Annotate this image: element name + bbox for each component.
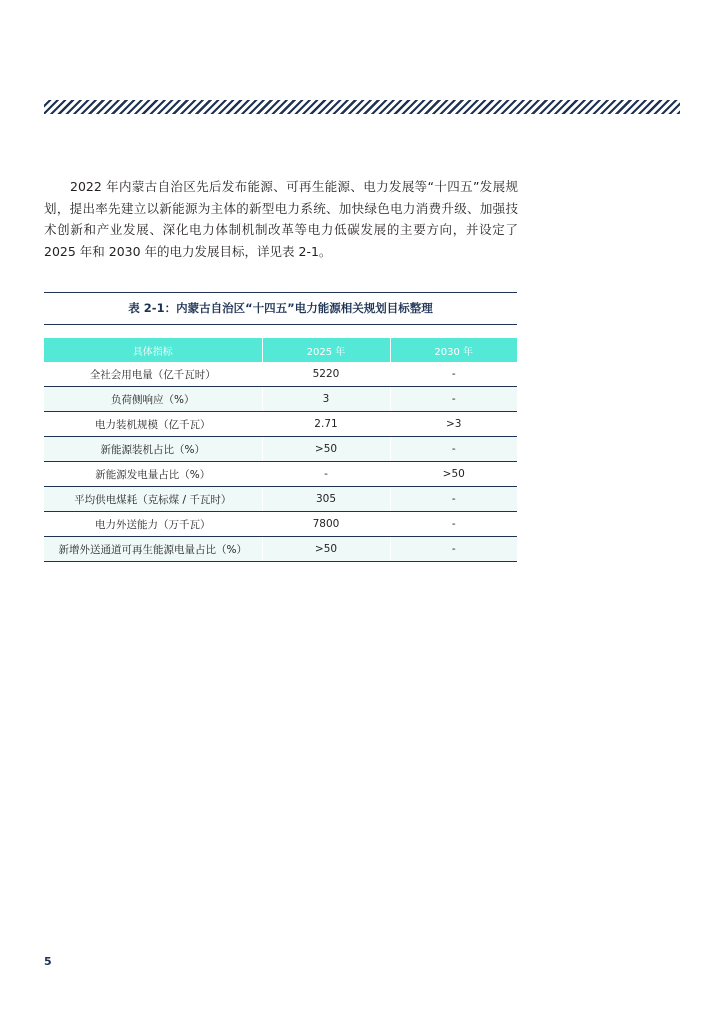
- table-row: [44, 537, 517, 562]
- table-row: [44, 487, 517, 512]
- header-2030: 2030 年: [390, 338, 517, 362]
- value-2025-cell: 7800: [262, 512, 390, 537]
- decorative-hatch-band: [44, 100, 680, 114]
- value-2025-cell: 2.71: [262, 412, 390, 437]
- value-2025-cell: >50: [262, 437, 390, 462]
- indicator-cell: 新能源装机占比（%）: [44, 437, 262, 462]
- indicator-cell: 全社会用电量（亿千瓦时）: [44, 362, 262, 387]
- intro-paragraph: 2022 年内蒙古自治区先后发布能源、可再生能源、电力发展等“十四五”发展规划，提出率先建立以新能源为主体的新型电力系统、加快绿色电力消费升级、加强技术创新和产业发展、深化电力体制机制改革等电力低碳发展的主要方向，并设定了 2025 年和 2030 年的电力发展目标，详见表 2-1。: [44, 179, 518, 259]
- indicator-cell: 电力外送能力（万千瓦）: [44, 512, 262, 537]
- value-2030-cell: -: [390, 387, 517, 412]
- indicator-cell: 新增外送通道可再生能源电量占比（%）: [44, 537, 262, 562]
- header-2025: 2025 年: [262, 338, 390, 362]
- value-2030-cell: -: [390, 437, 517, 462]
- targets-table: [44, 338, 517, 562]
- table-row: [44, 512, 517, 537]
- table-row: [44, 462, 517, 487]
- indicator-cell: 负荷侧响应（%）: [44, 387, 262, 412]
- value-2030-cell: -: [390, 537, 517, 562]
- page-number: 5: [44, 955, 52, 968]
- table-row: [44, 437, 517, 462]
- value-2030-cell: -: [390, 512, 517, 537]
- value-2030-cell: >50: [390, 462, 517, 487]
- value-2025-cell: 305: [262, 487, 390, 512]
- value-2025-cell: 3: [262, 387, 390, 412]
- table-caption: 表 2-1：内蒙古自治区“十四五”电力能源相关规划目标整理: [44, 292, 517, 325]
- table-row: [44, 387, 517, 412]
- value-2025-cell: 5220: [262, 362, 390, 387]
- header-indicator: 具体指标: [44, 338, 262, 362]
- value-2025-cell: -: [262, 462, 390, 487]
- table-row: [44, 412, 517, 437]
- indicator-cell: 新能源发电量占比（%）: [44, 462, 262, 487]
- indicator-cell: 电力装机规模（亿千瓦）: [44, 412, 262, 437]
- value-2030-cell: -: [390, 487, 517, 512]
- targets-table-block: [44, 292, 517, 562]
- table-header-row: [44, 338, 517, 362]
- value-2025-cell: >50: [262, 537, 390, 562]
- value-2030-cell: >3: [390, 412, 517, 437]
- value-2030-cell: -: [390, 362, 517, 387]
- indicator-cell: 平均供电煤耗（克标煤 / 千瓦时）: [44, 487, 262, 512]
- table-row: [44, 362, 517, 387]
